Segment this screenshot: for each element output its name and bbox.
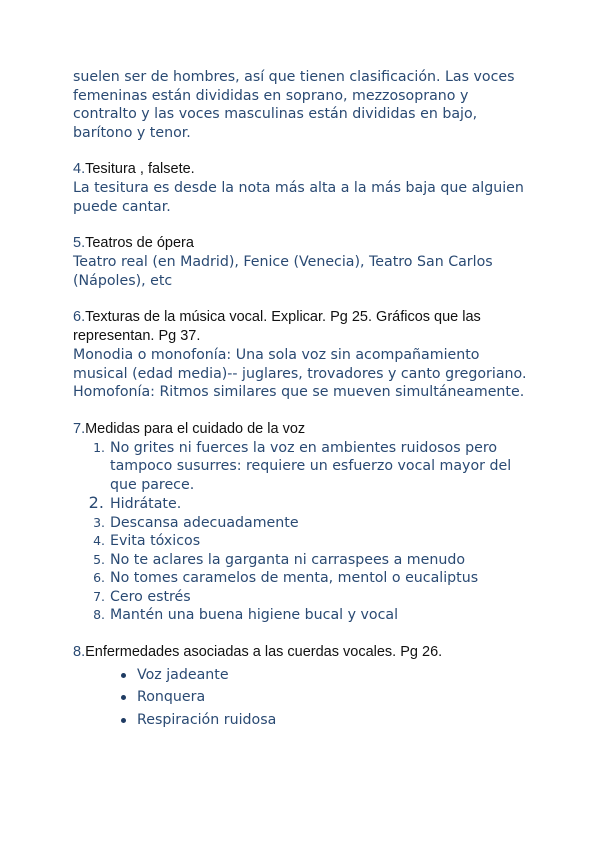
- question-8: [73, 643, 530, 662]
- question-5: [73, 234, 530, 253]
- question-4: [73, 160, 530, 179]
- question-number: 5.: [73, 235, 86, 251]
- bullet-item: Voz jadeante: [137, 664, 530, 687]
- answer-6-homofonia: Homofonía: Ritmos similares que se mueven simultáneamente.: [73, 384, 525, 400]
- answer-4: La tesitura es desde la nota más alta a la más baja que alguien puede cantar.: [73, 180, 524, 215]
- question-number: 4.: [73, 161, 86, 177]
- list-item: 3. Descansa adecuadamente: [109, 514, 530, 533]
- list-item: 6. No tomes caramelos de menta, mentol o eucaliptus: [109, 569, 530, 588]
- voice-care-list: [73, 439, 530, 625]
- question-text: Tesitura , falsete.: [85, 161, 195, 177]
- list-item: 1. No grites ni fuerces la voz en ambientes ruidosos pero tampoco susurres: requiere un esfuerzo vocal mayor del que parece.: [109, 439, 530, 495]
- question-text: Medidas para el cuidado de la voz: [85, 420, 306, 437]
- question-number: 6.: [73, 309, 86, 325]
- bullet-item: Ronquera: [137, 686, 530, 709]
- list-item: 4. Evita tóxicos: [109, 532, 530, 551]
- answer-6-monodia: Monodia o monofonía: Una sola voz sin acompañamiento musical (edad media)-- juglares, trovadores y canto gregoriano.: [73, 347, 527, 382]
- list-item: 5. No te aclares la garganta ni carraspees a menudo: [109, 551, 530, 570]
- question-7: [73, 420, 530, 439]
- question-text: Teatros de ópera: [85, 235, 194, 251]
- question-number: 8.: [73, 643, 86, 660]
- bullet-item: Respiración ruidosa: [137, 709, 530, 732]
- question-text: Texturas de la música vocal. Explicar. Pg 25. Gráficos que las representan. Pg 37.: [73, 309, 481, 344]
- intro-paragraph: suelen ser de hombres, así que tienen clasificación. Las voces femeninas están divididas en soprano, mezzosoprano y contralto y las voces masculinas están divididas en bajo, barítono y tenor.: [73, 69, 515, 141]
- question-6: [73, 308, 530, 346]
- list-item: 2. Hidrátate.: [109, 494, 530, 514]
- question-number: 7.: [73, 420, 86, 437]
- answer-5: Teatro real (en Madrid), Fenice (Venecia), Teatro San Carlos (Nápoles), etc: [73, 254, 493, 289]
- list-item: 8. Mantén una buena higiene bucal y vocal: [109, 606, 530, 625]
- disease-bullet-list: [73, 664, 530, 732]
- list-item: 7. Cero estrés: [109, 588, 530, 607]
- question-text: Enfermedades asociadas a las cuerdas vocales. Pg 26.: [85, 643, 443, 660]
